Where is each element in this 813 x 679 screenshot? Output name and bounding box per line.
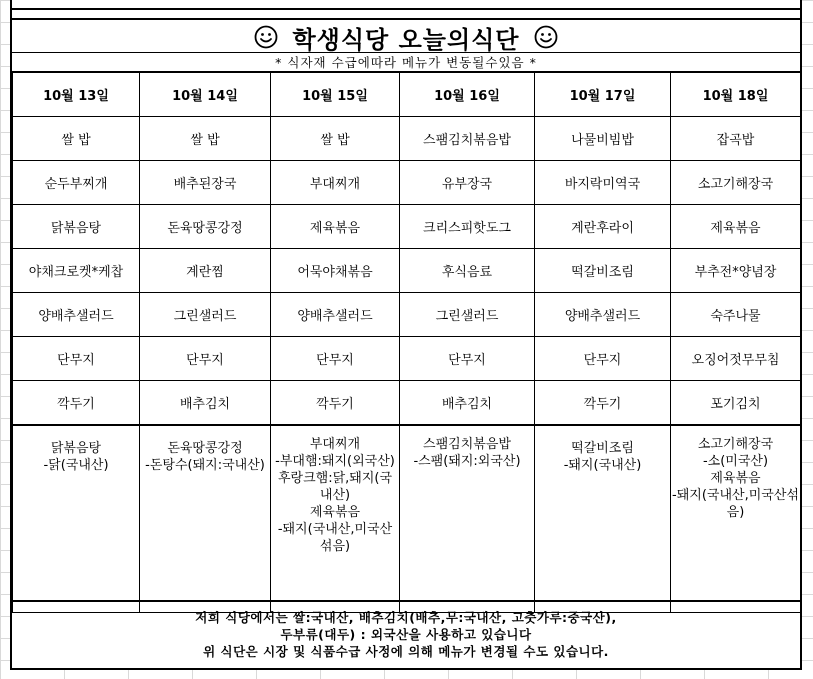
menu-cell: 단무지 <box>13 337 140 381</box>
menu-cell: 배추김치 <box>400 381 535 426</box>
menu-cell: 잡곡밥 <box>671 117 801 161</box>
menu-cell: 계란후라이 <box>535 205 671 249</box>
menu-cell: 쌀 밥 <box>13 117 140 161</box>
menu-cell: 깍두기 <box>535 381 671 426</box>
menu-cell: 제육볶음 <box>271 205 400 249</box>
day-header: 10월 15일 <box>271 73 400 117</box>
origin-cell <box>13 425 140 613</box>
origin-cell <box>535 425 671 613</box>
origin-line: 부대찌개 <box>309 437 361 452</box>
menu-cell: 오징어젓무무침 <box>671 337 801 381</box>
origin-line: -돼지(국내산,미국산섞 <box>672 488 799 503</box>
smiley-icon <box>254 25 278 49</box>
origin-line: 섞음) <box>319 539 351 554</box>
menu-cell: 포기김치 <box>671 381 801 426</box>
menu-cell: 양배추샐러드 <box>535 293 671 337</box>
menu-table <box>12 72 801 613</box>
menu-cell: 바지락미역국 <box>535 161 671 205</box>
origin-line: 제육볶음 <box>710 471 761 486</box>
menu-cell: 그린샐러드 <box>140 293 271 337</box>
footer-line: 두부류(대두) : 외국산을 사용하고 있습니다 <box>280 627 532 642</box>
menu-cell: 숙주나물 <box>671 293 801 337</box>
menu-cell: 떡갈비조림 <box>535 249 671 293</box>
origin-cell <box>271 425 400 613</box>
origin-line: 후랑크햄:닭,돼지(국 <box>277 471 393 486</box>
menu-row <box>13 161 801 205</box>
date-header-row <box>13 73 801 117</box>
origin-line: 제육볶음 <box>309 505 361 520</box>
smiley-icon <box>534 25 558 49</box>
origin-line: -스팸(돼지:외국산) <box>413 454 521 469</box>
menu-cell: 어묵야채볶음 <box>271 249 400 293</box>
menu-cell: 닭볶음탕 <box>13 205 140 249</box>
menu-cell: 계란찜 <box>140 249 271 293</box>
footer-line: 저희 식당에서는 쌀:국내산, 배추김치(배추,무:국내산, 고춧가루:중국산), <box>195 610 617 625</box>
menu-row <box>13 293 801 337</box>
menu-cell: 단무지 <box>271 337 400 381</box>
menu-cell: 스팸김치볶음밥 <box>400 117 535 161</box>
origin-line: 내산) <box>319 488 351 503</box>
menu-cell: 후식음료 <box>400 249 535 293</box>
origin-line: -돼지(국내산) <box>563 458 642 473</box>
origin-cell <box>140 425 271 613</box>
menu-cell: 깍두기 <box>13 381 140 426</box>
menu-cell: 양배추샐러드 <box>13 293 140 337</box>
menu-cell: 나물비빔밥 <box>535 117 671 161</box>
menu-cell: 배추김치 <box>140 381 271 426</box>
menu-cell: 돈육땅콩강정 <box>140 205 271 249</box>
day-header: 10월 16일 <box>400 73 535 117</box>
day-header: 10월 13일 <box>13 73 140 117</box>
origin-line: -소(미국산) <box>702 454 769 469</box>
title-row <box>12 18 800 54</box>
footer-line: 위 식단은 시장 및 식품수급 사정에 의해 메뉴가 변경될 수도 있습니다. <box>203 644 609 659</box>
origin-line: -부대햄:돼지(외국산) <box>275 454 395 469</box>
menu-cell: 깍두기 <box>271 381 400 426</box>
day-header: 10월 17일 <box>535 73 671 117</box>
menu-cell: 양배추샐러드 <box>271 293 400 337</box>
origin-line: 돈육땅콩강정 <box>167 441 243 456</box>
menu-cell: 순두부찌개 <box>13 161 140 205</box>
menu-cell: 유부장국 <box>400 161 535 205</box>
menu-row <box>13 117 801 161</box>
menu-cell: 쌀 밥 <box>140 117 271 161</box>
origin-line: 소고기해장국 <box>697 437 774 452</box>
origin-row <box>13 425 801 613</box>
day-header: 10월 14일 <box>140 73 271 117</box>
origin-cell <box>671 425 801 613</box>
menu-cell: 단무지 <box>140 337 271 381</box>
page-title: 학생식당 오늘의식단 <box>292 25 520 54</box>
origin-line: -돈탕수(돼지:국내산) <box>145 458 265 473</box>
menu-board <box>10 0 802 670</box>
menu-cell: 제육볶음 <box>671 205 801 249</box>
menu-cell: 단무지 <box>400 337 535 381</box>
menu-row <box>13 249 801 293</box>
menu-cell: 부추전*양념장 <box>671 249 801 293</box>
day-header: 10월 18일 <box>671 73 801 117</box>
top-border <box>12 8 800 10</box>
menu-row <box>13 337 801 381</box>
menu-cell: 쌀 밥 <box>271 117 400 161</box>
menu-cell: 부대찌개 <box>271 161 400 205</box>
origin-cell <box>400 425 535 613</box>
notice: * 식자재 수급에따라 메뉴가 변동될수있음 * <box>12 52 800 73</box>
menu-cell: 그린샐러드 <box>400 293 535 337</box>
origin-line: -닭(국내산) <box>43 458 109 473</box>
menu-cell: 단무지 <box>535 337 671 381</box>
footer-notice <box>12 600 800 670</box>
menu-cell: 크리스피핫도그 <box>400 205 535 249</box>
origin-line: 음) <box>726 505 745 520</box>
origin-line: 스팸김치볶음밥 <box>423 437 511 452</box>
menu-cell: 소고기해장국 <box>671 161 801 205</box>
menu-row <box>13 381 801 426</box>
menu-cell: 야채크로켓*케찹 <box>13 249 140 293</box>
origin-line: 떡갈비조림 <box>571 441 634 456</box>
menu-cell: 배추된장국 <box>140 161 271 205</box>
origin-line: -돼지(국내산,미국산 <box>277 522 393 537</box>
origin-line: 닭볶음탕 <box>50 441 102 456</box>
menu-row <box>13 205 801 249</box>
